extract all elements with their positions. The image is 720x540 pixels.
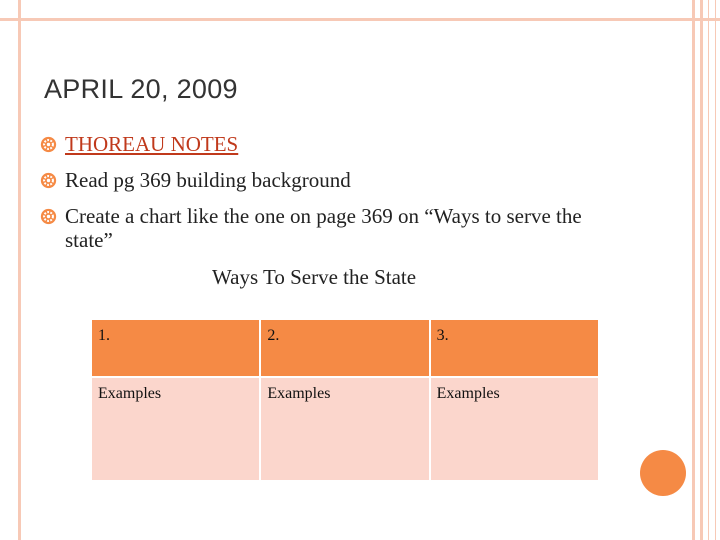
table-cell: Examples (91, 377, 260, 481)
bullet-list (40, 132, 600, 264)
frame-right-line (715, 0, 716, 540)
table-header-cell: 1. (91, 319, 260, 377)
bullet-item (40, 204, 600, 252)
gear-icon (40, 208, 57, 225)
table-header-cell: 2. (260, 319, 429, 377)
bullet-text: Read pg 369 building background (65, 168, 351, 192)
frame-left-line (18, 0, 21, 540)
table-header-cell: 3. (430, 319, 599, 377)
thoreau-notes-link[interactable]: THOREAU NOTES (65, 132, 239, 156)
table-row (91, 377, 599, 481)
frame-right-line (692, 0, 695, 540)
decorative-circle (640, 450, 686, 496)
frame-right-line (700, 0, 703, 540)
bullet-text: Create a chart like the one on page 369 on “Ways to serve the state” (65, 204, 582, 252)
table-cell: Examples (260, 377, 429, 481)
ways-to-serve-table (90, 318, 600, 482)
table-cell: Examples (430, 377, 599, 481)
bullet-item (40, 132, 600, 156)
bullet-item (40, 168, 600, 192)
gear-icon (40, 172, 57, 189)
table-header-row (91, 319, 599, 377)
frame-right-line (708, 0, 709, 540)
chart-heading: Ways To Serve the State (212, 265, 417, 289)
frame-top-line (0, 18, 720, 21)
slide-title: APRIL 20, 2009 (44, 74, 238, 104)
gear-icon (40, 136, 57, 153)
